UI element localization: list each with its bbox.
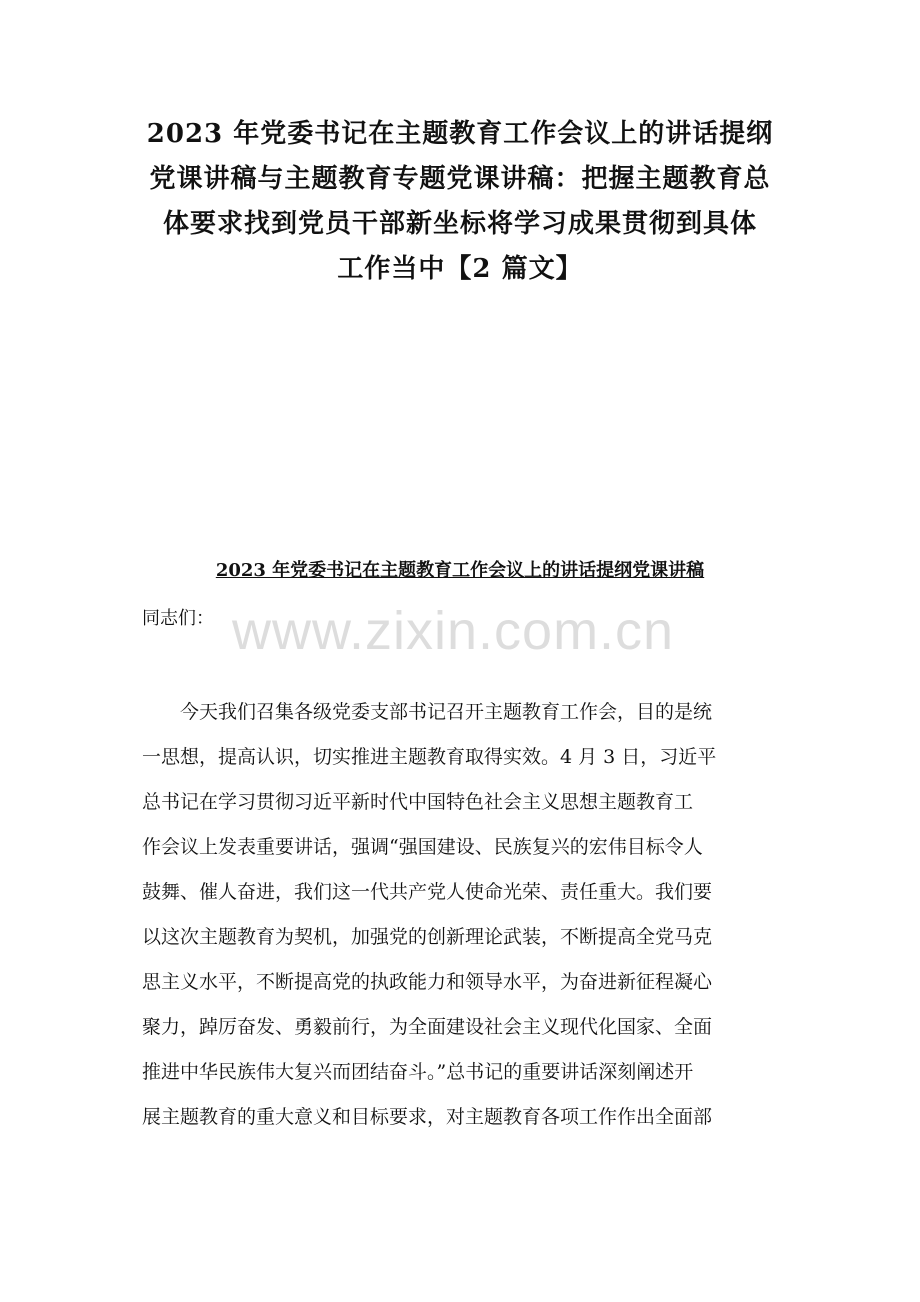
document-title [130, 112, 790, 292]
body-line: 思主义水平，不断提高党的执政能力和领导水平，为奋进新征程凝心 [142, 971, 713, 993]
title-line: 2023 年党委书记在主题教育工作会议上的讲话提纲 [146, 119, 774, 149]
body-line: 一思想，提高认识，切实推进主题教育取得实效。4 月 3 日，习近平 [142, 746, 717, 768]
watermark: www.zixin.com.cn [232, 601, 675, 661]
title-line: 党课讲稿与主题教育专题党课讲稿：把握主题教育总 [149, 164, 771, 194]
title-line: 体要求找到党员干部新坐标将学习成果贯彻到具体 [162, 209, 757, 239]
section-heading: 2023 年党委书记在主题教育工作会议上的讲话提纲党课讲稿 [215, 560, 705, 581]
body-line: 展主题教育的重大意义和目标要求，对主题教育各项工作作出全面部 [142, 1106, 713, 1128]
body-line: 作会议上发表重要讲话，强调“强国建设、民族复兴的宏伟目标令人 [142, 836, 703, 858]
body-line: 以这次主题教育为契机，加强党的创新理论武装，不断提高全党马克 [142, 926, 713, 948]
body-line: 鼓舞、催人奋进，我们这一代共产党人使命光荣、责任重大。我们要 [142, 881, 713, 903]
title-line: 工作当中【2 篇文】 [337, 254, 583, 284]
body-line: 今天我们召集各级党委支部书记召开主题教育工作会，目的是统 [142, 701, 713, 723]
body-line: 推进中华民族伟大复兴而团结奋斗。”总书记的重要讲话深刻阐述开 [142, 1061, 694, 1083]
body-line: 聚力，踔厉奋发、勇毅前行，为全面建设社会主义现代化国家、全面 [142, 1016, 713, 1038]
body-paragraph [142, 697, 782, 1147]
salutation: 同志们： [142, 608, 214, 629]
body-line: 总书记在学习贯彻习近平新时代中国特色社会主义思想主题教育工 [142, 791, 694, 813]
